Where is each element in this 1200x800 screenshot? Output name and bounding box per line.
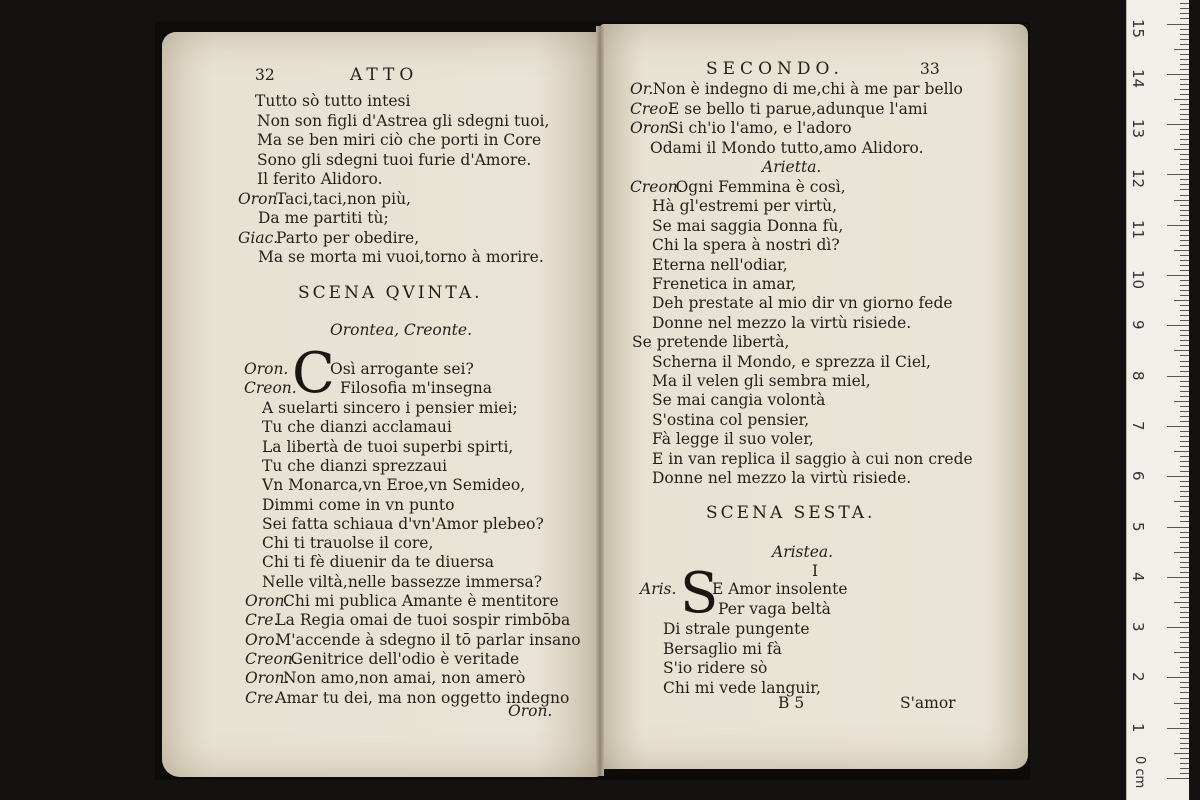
left-verse-15: Amar tu dei, ma non oggetto indegno — [275, 688, 570, 707]
ruler-tick — [1180, 94, 1189, 95]
ruler-tick — [1174, 401, 1189, 402]
ruler-tick — [1180, 471, 1189, 472]
ruler-tick — [1180, 713, 1189, 714]
ruler-tick — [1180, 587, 1189, 588]
ruler-tick — [1180, 612, 1189, 613]
ruler-tick — [1167, 677, 1189, 678]
ruler-tick — [1180, 260, 1189, 261]
ruler-tick — [1180, 632, 1189, 633]
right-arietta-line-10: Ma il velen gli sembra miel, — [652, 372, 871, 390]
left-verse-11-speaker: Cre. — [245, 611, 279, 630]
ruler-tick — [1180, 361, 1189, 362]
ruler-tick — [1180, 184, 1189, 185]
ruler-tick — [1180, 84, 1189, 85]
left-verse-8: Chi ti fè diuenir da te diuersa — [262, 553, 495, 572]
ruler-tick — [1167, 174, 1189, 175]
page-number-right: 33 — [920, 60, 940, 78]
left-verse-13: Genitrice dell'odio è veritade — [290, 649, 520, 668]
ruler-tick — [1180, 718, 1189, 719]
right-dropcap-line-1: E Amor insolente — [712, 580, 848, 598]
ruler-tick — [1180, 672, 1189, 673]
ruler-number: 14 — [1129, 68, 1147, 88]
ruler-tick — [1180, 129, 1189, 130]
ruler-tick — [1180, 79, 1189, 80]
ruler-tick — [1180, 235, 1189, 236]
ruler-tick — [1180, 491, 1189, 492]
ruler-tick — [1180, 698, 1189, 699]
ruler-tick — [1180, 210, 1189, 211]
ruler-tick — [1180, 733, 1189, 734]
ruler-tick — [1180, 773, 1189, 774]
ruler-tick — [1167, 124, 1189, 125]
ruler-tick — [1167, 325, 1189, 326]
ruler-tick — [1180, 542, 1189, 543]
ruler-tick — [1180, 320, 1189, 321]
right-speaker-aris: Aris. — [640, 580, 677, 598]
right-verse-3: Chi mi vede languir, — [663, 678, 821, 697]
ruler-tick — [1167, 74, 1189, 75]
ruler-number: 2 — [1129, 672, 1147, 682]
ruler-tick — [1180, 335, 1189, 336]
left-verse-12-speaker: Oro. — [245, 630, 280, 649]
ruler-tick — [1180, 54, 1189, 55]
ruler-tick — [1180, 748, 1189, 749]
ruler-tick — [1174, 99, 1189, 100]
right-arietta-line-6: Deh prestate al mio dir vn giorno fede — [652, 294, 953, 313]
ruler-tick — [1180, 381, 1189, 382]
ruler-tick — [1180, 506, 1189, 507]
right-arietta-line-3: Chi la spera à nostri dì? — [652, 236, 840, 255]
right-arietta-line-12: S'ostina col pensier, — [652, 410, 810, 429]
right-verse-2: S'io ridere sò — [663, 659, 768, 677]
left-speaker-oron: Oron. — [244, 360, 289, 378]
right-arietta-line-1: Hà gl'estremi per virtù, — [652, 197, 838, 216]
ruler-tick — [1180, 69, 1189, 70]
ruler-number: 10 — [1129, 270, 1147, 290]
ruler-tick — [1180, 134, 1189, 135]
ruler-tick — [1180, 280, 1189, 281]
left-line-7: Parto per obedire, — [276, 228, 420, 247]
ruler-tick — [1167, 627, 1189, 628]
ruler-tick — [1180, 637, 1189, 638]
ruler-tick — [1180, 396, 1189, 397]
ruler-number: 7 — [1129, 420, 1147, 431]
ruler-tick — [1180, 547, 1189, 548]
book-gutter — [596, 26, 604, 776]
ruler-tick — [1174, 753, 1189, 754]
right-arietta-line-0: Ogni Femmina è così, — [675, 178, 846, 196]
right-line-1-speaker: Creo. — [630, 99, 673, 118]
ruler-tick — [1180, 295, 1189, 296]
running-head-right: SECONDO. — [706, 59, 844, 79]
ruler-tick — [1180, 572, 1189, 573]
left-verse-13-speaker: Creon. — [245, 649, 298, 668]
right-line-0: Non è indegno di me,chi à me par bello — [652, 80, 963, 98]
right-signature: B 5 — [778, 694, 805, 712]
ruler-tick — [1180, 431, 1189, 432]
page-number-left: 32 — [255, 66, 275, 84]
ruler-tick — [1180, 169, 1189, 170]
ruler-tick — [1180, 215, 1189, 216]
ruler-tick — [1180, 516, 1189, 517]
left-line-6: Da me partiti tù; — [258, 209, 389, 227]
ruler-tick — [1174, 350, 1189, 351]
ruler-tick — [1180, 582, 1189, 583]
ruler-tick — [1180, 265, 1189, 266]
ruler-tick — [1180, 446, 1189, 447]
ruler-tick — [1180, 597, 1189, 598]
ruler-tick — [1180, 18, 1189, 19]
ruler-tick — [1180, 461, 1189, 462]
ruler-tick — [1180, 195, 1189, 196]
right-arietta-line-5: Frenetica in amar, — [652, 275, 797, 293]
ruler-tick — [1180, 496, 1189, 497]
ruler-tick — [1180, 109, 1189, 110]
left-line-5-speaker: Oron. — [238, 189, 283, 208]
ruler-tick — [1180, 371, 1189, 372]
ruler-tick — [1174, 49, 1189, 50]
right-scene-title: SCENA SESTA. — [706, 503, 876, 523]
ruler-tick — [1180, 89, 1189, 90]
ruler-tick — [1180, 340, 1189, 341]
ruler-tick — [1174, 300, 1189, 301]
ruler-tick — [1167, 376, 1189, 377]
ruler-tick — [1180, 64, 1189, 65]
ruler-tick — [1180, 34, 1189, 35]
right-stanza-number: I — [812, 562, 819, 580]
left-verse-10-speaker: Oron. — [245, 592, 290, 610]
ruler-tick — [1180, 119, 1189, 120]
ruler-tick — [1167, 426, 1189, 427]
left-verse-9: Nelle viltà,nelle bassezze immersa? — [262, 572, 543, 591]
measurement-ruler — [1126, 0, 1189, 800]
ruler-tick — [1180, 285, 1189, 286]
ruler-tick — [1180, 662, 1189, 663]
right-line-1: E se bello ti parue,adunque l'ami — [668, 99, 928, 118]
left-line-5: Taci,taci,non più, — [276, 189, 411, 208]
ruler-tick — [1180, 406, 1189, 407]
ruler-tick — [1180, 139, 1189, 140]
ruler-tick — [1180, 768, 1189, 769]
ruler-tick — [1180, 411, 1189, 412]
ruler-number: 15 — [1129, 18, 1147, 38]
ruler-tick — [1180, 13, 1189, 14]
ruler-tick — [1180, 723, 1189, 724]
ruler-tick — [1180, 315, 1189, 316]
ruler-tick — [1180, 154, 1189, 155]
ruler-tick — [1174, 552, 1189, 553]
left-verse-10: Chi mi publica Amante è mentitore — [283, 592, 559, 610]
left-scene-title: SCENA QVINTA. — [298, 283, 483, 303]
ruler-tick — [1180, 305, 1189, 306]
left-verse-7: Chi ti trauolse il core, — [262, 534, 434, 553]
ruler-tick — [1180, 114, 1189, 115]
ruler-tick — [1180, 144, 1189, 145]
ruler-tick — [1180, 692, 1189, 693]
ruler-tick — [1180, 532, 1189, 533]
ruler-tick — [1174, 501, 1189, 502]
ruler-tick — [1180, 39, 1189, 40]
left-line-4: Il ferito Alidoro. — [257, 170, 383, 188]
ruler-tick — [1180, 667, 1189, 668]
left-verse-6: Sei fatta schiaua d'vn'Amor plebeo? — [262, 514, 544, 533]
ruler-number: 8 — [1129, 370, 1147, 381]
right-arietta-line-7: Donne nel mezzo la virtù risiede. — [652, 313, 912, 332]
left-dropcap-line-2: Filosofia m'insegna — [340, 379, 492, 397]
ruler-tick — [1167, 24, 1189, 25]
ruler-tick — [1180, 421, 1189, 422]
ruler-tick — [1180, 592, 1189, 593]
ruler-tick — [1180, 290, 1189, 291]
right-scene-character: Aristea. — [772, 543, 834, 561]
ruler-tick — [1180, 310, 1189, 311]
ruler-tick — [1180, 270, 1189, 271]
ruler-tick — [1180, 708, 1189, 709]
ruler-tick — [1180, 104, 1189, 105]
dropcap-s: S — [680, 561, 719, 626]
left-line-8: Ma se morta mi vuoi,torno à morire. — [258, 248, 544, 266]
left-verse-0: A suelarti sincero i pensier miei; — [262, 399, 518, 417]
left-line-2: Ma se ben miri ciò che porti in Core — [257, 131, 542, 149]
ruler-number: 1 — [1129, 722, 1147, 733]
ruler-tick — [1167, 577, 1189, 578]
ruler-tick — [1180, 230, 1189, 231]
left-verse-5: Dimmi come in vn punto — [262, 495, 455, 514]
ruler-tick — [1180, 391, 1189, 392]
ruler-tick — [1180, 59, 1189, 60]
right-arietta-line-8: Se pretende libertà, — [632, 333, 790, 352]
ruler-tick — [1174, 250, 1189, 251]
ruler-tick — [1180, 657, 1189, 658]
ruler-tick — [1180, 44, 1189, 45]
dropcap-c: C — [292, 341, 335, 406]
ruler-tick — [1167, 275, 1189, 276]
left-verse-15-speaker: Cre. — [245, 688, 279, 707]
ruler-tick — [1174, 149, 1189, 150]
ruler-tick — [1180, 743, 1189, 744]
ruler-tick — [1180, 738, 1189, 739]
left-dropcap-line-1: Osì arrogante sei? — [330, 360, 474, 378]
ruler-tick — [1180, 567, 1189, 568]
ruler-tick — [1167, 728, 1189, 729]
ruler-tick — [1180, 416, 1189, 417]
ruler-tick — [1180, 763, 1189, 764]
ruler-tick — [1180, 29, 1189, 30]
ruler-number: 4 — [1129, 571, 1147, 582]
ruler-tick — [1180, 179, 1189, 180]
ruler-number: 6 — [1129, 471, 1147, 481]
ruler-tick — [1180, 245, 1189, 246]
ruler-tick — [1174, 652, 1189, 653]
ruler-tick — [1180, 8, 1189, 9]
ruler-number: 9 — [1129, 320, 1147, 330]
ruler-tick — [1180, 481, 1189, 482]
ruler-tick — [1180, 386, 1189, 387]
ruler-tick — [1180, 240, 1189, 241]
ruler-tick — [1180, 687, 1189, 688]
ruler-tick — [1174, 200, 1189, 201]
right-arietta-line-13: Fà legge il suo voler, — [652, 430, 814, 449]
left-verse-12: M'accende à sdegno il tō parlar insano — [275, 630, 581, 649]
ruler-tick — [1174, 602, 1189, 603]
right-arietta-line-9: Scherna il Mondo, e sprezza il Ciel, — [652, 352, 931, 371]
ruler-tick — [1180, 355, 1189, 356]
ruler-tick — [1180, 205, 1189, 206]
right-line-2-speaker: Oron. — [630, 119, 675, 137]
right-line-3: Odami il Mondo tutto,amo Alidoro. — [650, 138, 924, 157]
right-catchword: S'amor — [900, 694, 956, 712]
left-line-1: Non son figli d'Astrea gli sdegni tuoi, — [257, 111, 550, 130]
ruler-tick — [1180, 345, 1189, 346]
ruler-tick — [1167, 778, 1189, 779]
ruler-tick — [1180, 622, 1189, 623]
ruler-tick — [1174, 451, 1189, 452]
right-arietta-line-15: Donne nel mezzo la virtù risiede. — [652, 469, 912, 487]
right-arietta-line-4: Eterna nell'odiar, — [652, 255, 788, 274]
ruler-tick — [1180, 537, 1189, 538]
left-verse-4: Vn Monarca,vn Eroe,vn Semideo, — [262, 476, 526, 495]
right-arietta-line-2: Se mai saggia Donna fù, — [652, 216, 844, 235]
right-arietta-title: Arietta. — [762, 158, 822, 176]
ruler-tick — [1180, 647, 1189, 648]
left-line-7-speaker: Giac. — [238, 228, 279, 247]
left-catchword: Oron. — [508, 702, 553, 720]
ruler-number: 13 — [1129, 119, 1147, 139]
ruler-tick — [1180, 617, 1189, 618]
left-verse-11: La Regia omai de tuoi sospir rimbōba — [275, 611, 571, 630]
ruler-tick — [1180, 3, 1189, 4]
ruler-tick — [1180, 436, 1189, 437]
ruler-tick — [1180, 441, 1189, 442]
ruler-tick — [1180, 521, 1189, 522]
ruler-number: 11 — [1129, 219, 1147, 239]
ruler-tick — [1180, 557, 1189, 558]
right-verse-0: Di strale pungente — [663, 620, 810, 638]
ruler-tick — [1180, 682, 1189, 683]
ruler-tick — [1167, 225, 1189, 226]
left-line-0: Tutto sò tutto intesi — [255, 92, 411, 110]
left-verse-14-speaker: Oron. — [245, 669, 290, 688]
ruler-tick — [1167, 476, 1189, 477]
left-verse-14: Non amo,non amai, non amerò — [283, 669, 526, 688]
ruler-number: 12 — [1129, 169, 1147, 189]
ruler-tick — [1180, 255, 1189, 256]
ruler-tick — [1180, 164, 1189, 165]
ruler-unit: 0 cm — [1132, 756, 1147, 789]
ruler-tick — [1180, 466, 1189, 467]
ruler-tick — [1180, 366, 1189, 367]
ruler-tick — [1180, 758, 1189, 759]
ruler-number: 3 — [1129, 622, 1147, 632]
right-line-2: Si ch'io l'amo, e l'adoro — [668, 119, 852, 137]
right-arietta-line-14: E in van replica il saggio à cui non crede — [652, 449, 973, 468]
ruler-tick — [1180, 220, 1189, 221]
ruler-tick — [1180, 159, 1189, 160]
left-scene-characters: Orontea, Creonte. — [330, 321, 473, 339]
ruler-tick — [1180, 607, 1189, 608]
right-arietta-line-0-speaker: Creon. — [630, 178, 683, 196]
ruler-tick — [1180, 642, 1189, 643]
left-verse-3: Tu che dianzi sprezzaui — [262, 456, 448, 475]
ruler-tick — [1180, 562, 1189, 563]
left-line-3: Sono gli sdegni tuoi furie d'Amore. — [257, 150, 532, 169]
ruler-number: 5 — [1129, 521, 1147, 532]
left-verse-2: La libertà de tuoi superbi spirti, — [262, 437, 514, 456]
left-speaker-creon: Creon. — [244, 379, 297, 397]
ruler-tick — [1180, 330, 1189, 331]
ruler-tick — [1167, 527, 1189, 528]
right-dropcap-line-2: Per vaga beltà — [718, 600, 831, 618]
ruler-tick — [1180, 511, 1189, 512]
right-verse-1: Bersaglio mi fà — [663, 639, 782, 658]
ruler-tick — [1180, 456, 1189, 457]
right-arietta-line-11: Se mai cangia volontà — [652, 391, 826, 410]
ruler-tick — [1180, 486, 1189, 487]
ruler-tick — [1174, 703, 1189, 704]
running-head-left: ATTO — [350, 65, 419, 85]
right-line-0-speaker: Or. — [630, 80, 654, 98]
left-verse-1: Tu che dianzi acclamaui — [262, 418, 452, 437]
ruler-tick — [1180, 189, 1189, 190]
